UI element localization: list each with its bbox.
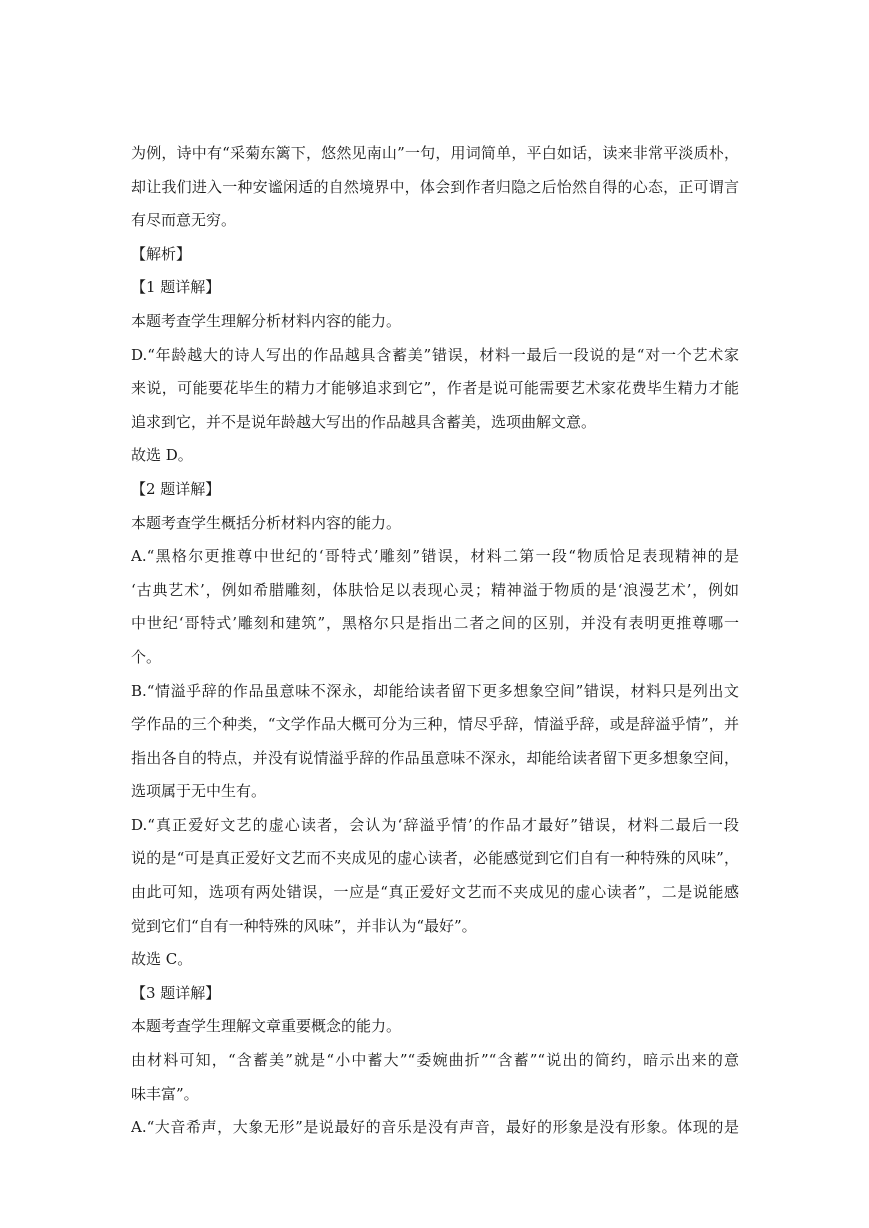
text-line: 为例，诗中有“采菊东篱下，悠然见南山”一句，用词简单，平白如话，读来非常平淡质朴， [131,144,739,162]
text-line: A.“大音希声，大象无形”是说最好的音乐是没有声音，最好的形象是没有形象。体现的是 [131,1118,739,1137]
answer-line: 故选 C。 [131,950,193,969]
text-line: 由材料可知，“含蓄美”就是“小中蓄大”“委婉曲折”“含蓄”“说出的简约，暗示出来的意 [131,1051,739,1070]
text-line: 中世纪‘哥特式’雕刻和建筑”，黑格尔只是指出二者之间的区别，并没有表明更推尊哪一 [131,614,739,633]
text-line: 却让我们进入一种安谧闲适的自然境界中，体会到作者归隐之后怡然自得的心态，正可谓言 [131,177,739,196]
text-line: 由此可知，选项有两处错误，一应是“真正爱好文艺而不夹成见的虚心读者”，二是说能感 [131,883,739,902]
text-line: D.“年龄越大的诗人写出的作品越具含蓄美”错误，材料一最后一段说的是“对一个艺术家 [131,345,739,364]
text-line: 觉到它们“自有一种特殊的风味”，并非认为“最好”。 [131,916,477,935]
text-line: 追求到它，并不是说年龄越大写出的作品越具含蓄美，选项曲解文意。 [131,412,597,431]
text-line: 本题考查学生理解文章重要概念的能力。 [131,1017,402,1036]
text-line: D.“真正爱好文艺的虚心读者，会认为‘辞溢乎情’的作品才最好”错误，材料二最后一段 [131,815,739,834]
document-page [131,137,739,1145]
text-line: 有尽而意无穷。 [131,211,237,230]
question-2-heading: 【2 题详解】 [131,479,221,498]
text-line: 味丰富”。 [131,1084,199,1103]
text-line: ‘古典艺术’，例如希腊雕刻，体肤恰足以表现心灵；精神溢于物质的是‘浪漫艺术’，例如 [131,580,739,599]
question-1-heading: 【1 题详解】 [131,278,221,297]
text-line: A.“黑格尔更推尊中世纪的‘哥特式’雕刻”错误，材料二第一段“物质恰足表现精神的是 [131,547,739,566]
text-line: 个。 [131,647,162,666]
section-heading-analysis: 【解析】 [131,244,192,263]
text-line: 本题考查学生概括分析材料内容的能力。 [131,513,402,532]
question-3-heading: 【3 题详解】 [131,983,221,1002]
text-line: 说的是“可是真正爱好文艺而不夹成见的虚心读者，必能感觉到它们自有一种特殊的风味”， [131,849,739,868]
text-line: B.“情溢乎辞的作品虽意味不深永，却能给读者留下更多想象空间”错误，材料只是列出文 [131,681,739,700]
text-line: 选项属于无中生有。 [131,782,267,801]
text-line: 指出各自的特点，并没有说情溢乎辞的作品虽意味不深永，却能给读者留下更多想象空间， [131,748,739,767]
text-line: 来说，可能要花毕生的精力才能够追求到它”，作者是说可能需要艺术家花费毕生精力才能 [131,379,739,398]
text-line: 本题考查学生理解分析材料内容的能力。 [131,311,402,330]
answer-line: 故选 D。 [131,446,193,465]
text-line: 学作品的三个种类，“文学作品大概可分为三种，情尽乎辞，情溢乎辞，或是辞溢乎情”，并 [131,715,739,734]
